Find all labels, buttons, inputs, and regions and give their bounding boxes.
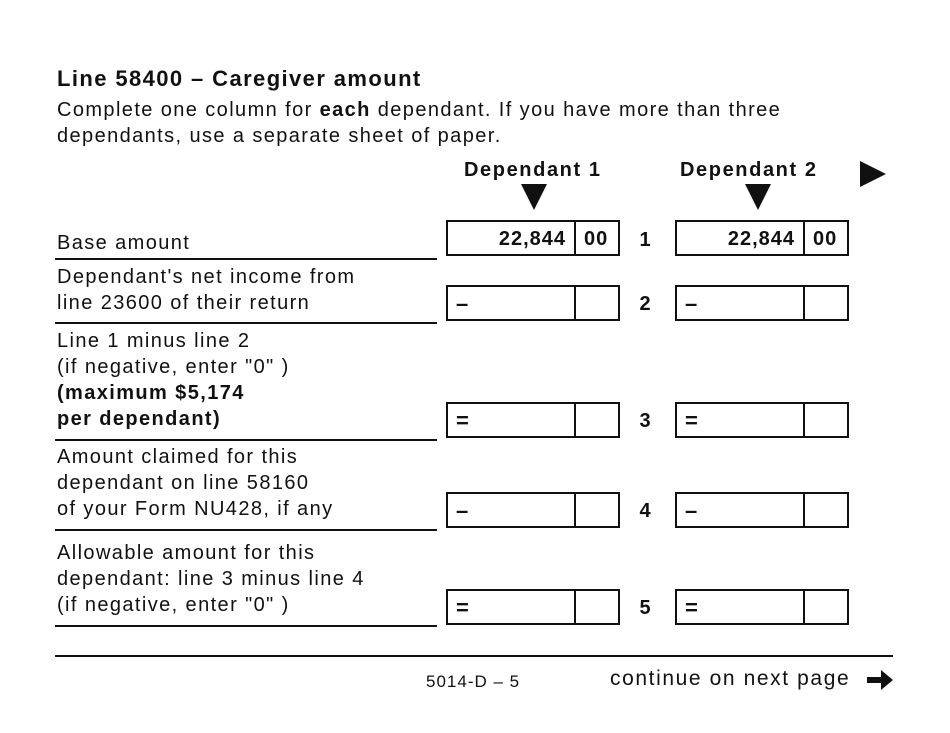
row-divider <box>55 625 437 627</box>
dependant2-line1-cents: 00 <box>813 228 838 250</box>
dollars-cell[interactable] <box>448 287 576 319</box>
dependant2-line3-field[interactable] <box>675 402 849 438</box>
arrow-right-icon <box>866 668 894 692</box>
dollars-cell[interactable] <box>448 404 576 436</box>
row-label-amount-claimed <box>57 444 334 522</box>
equals-operator: = <box>456 408 469 433</box>
intro-text-start: Complete one column for <box>57 99 320 121</box>
intro-text-line2: dependants, use a separate sheet of paper. <box>57 125 502 147</box>
minus-operator: – <box>685 291 698 316</box>
label-line: Amount claimed for this <box>57 446 299 468</box>
dependant2-line1-dollars: 22,844 <box>727 228 795 250</box>
dependant2-line1-field[interactable] <box>675 220 849 256</box>
dollars-cell[interactable] <box>677 591 805 623</box>
row-label-line1-minus-line2 <box>57 328 290 432</box>
label-line: Allowable amount for this <box>57 542 316 564</box>
cents-cell[interactable] <box>576 494 618 526</box>
minus-operator: – <box>456 498 469 523</box>
row-divider <box>55 258 437 260</box>
minus-operator: – <box>456 291 469 316</box>
dependant1-line1-dollars: 22,844 <box>498 228 566 250</box>
cents-cell[interactable] <box>805 287 847 319</box>
dollars-cell[interactable] <box>677 404 805 436</box>
label-line: dependant: line 3 minus line 4 <box>57 568 365 590</box>
row-label-allowable-amount <box>57 540 365 618</box>
label-line-bold: per dependant) <box>57 408 222 430</box>
line-number-2: 2 <box>639 293 651 315</box>
cents-cell[interactable] <box>576 287 618 319</box>
label-line: (if negative, enter "0" ) <box>57 356 290 378</box>
line-number-1: 1 <box>639 229 651 251</box>
row-label-base-amount: Base amount <box>57 232 191 254</box>
row-divider <box>55 529 437 531</box>
form-number: 5014-D – 5 <box>426 672 521 691</box>
cents-cell[interactable] <box>805 404 847 436</box>
line-number-3: 3 <box>639 410 651 432</box>
label-line: dependant on line 58160 <box>57 472 310 494</box>
continue-on-next-page-link[interactable] <box>610 667 850 691</box>
column-heading-dependant-2: Dependant 2 <box>680 159 818 181</box>
label-line: of your Form NU428, if any <box>57 498 334 520</box>
dependant2-line5-field[interactable] <box>675 589 849 625</box>
dollars-cell[interactable] <box>448 591 576 623</box>
cents-cell[interactable] <box>805 222 847 254</box>
footer-rule <box>55 655 893 657</box>
dependant2-line4-field[interactable] <box>675 492 849 528</box>
minus-operator: – <box>685 498 698 523</box>
intro-text-bold: each <box>319 99 371 121</box>
dollars-cell[interactable] <box>677 287 805 319</box>
equals-operator: = <box>685 595 698 620</box>
dollars-cell[interactable] <box>448 494 576 526</box>
cents-cell[interactable] <box>805 591 847 623</box>
section-intro <box>57 97 781 149</box>
dependant2-line2-field[interactable] <box>675 285 849 321</box>
label-line: Line 1 minus line 2 <box>57 330 251 352</box>
continue-text: continue on next page <box>610 667 851 690</box>
cents-cell[interactable] <box>576 591 618 623</box>
section-title: Line 58400 – Caregiver amount <box>57 66 422 91</box>
line-number-5: 5 <box>639 597 651 619</box>
row-divider <box>55 439 437 441</box>
dollars-cell[interactable] <box>677 222 805 254</box>
row-label-net-income <box>57 264 355 316</box>
row-divider <box>55 322 437 324</box>
line-number-4: 4 <box>639 500 651 522</box>
label-line-bold: (maximum $5,174 <box>57 382 245 404</box>
column-heading-dependant-1: Dependant 1 <box>464 159 602 181</box>
label-line: line 23600 of their return <box>57 292 311 314</box>
triangle-down-icon <box>521 184 547 210</box>
dependant1-line4-field[interactable] <box>446 492 620 528</box>
equals-operator: = <box>456 595 469 620</box>
cents-cell[interactable] <box>576 222 618 254</box>
dollars-cell[interactable] <box>677 494 805 526</box>
triangle-down-icon <box>745 184 771 210</box>
dependant1-line1-field[interactable] <box>446 220 620 256</box>
label-line: (if negative, enter "0" ) <box>57 594 290 616</box>
triangle-right-icon <box>860 161 886 187</box>
dependant1-line2-field[interactable] <box>446 285 620 321</box>
cents-cell[interactable] <box>805 494 847 526</box>
dollars-cell[interactable] <box>448 222 576 254</box>
cents-cell[interactable] <box>576 404 618 436</box>
label-line: Dependant's net income from <box>57 266 356 288</box>
dependant1-line5-field[interactable] <box>446 589 620 625</box>
intro-text-end: dependant. If you have more than three <box>370 99 782 121</box>
dependant1-line1-cents: 00 <box>584 228 609 250</box>
equals-operator: = <box>685 408 698 433</box>
dependant1-line3-field[interactable] <box>446 402 620 438</box>
